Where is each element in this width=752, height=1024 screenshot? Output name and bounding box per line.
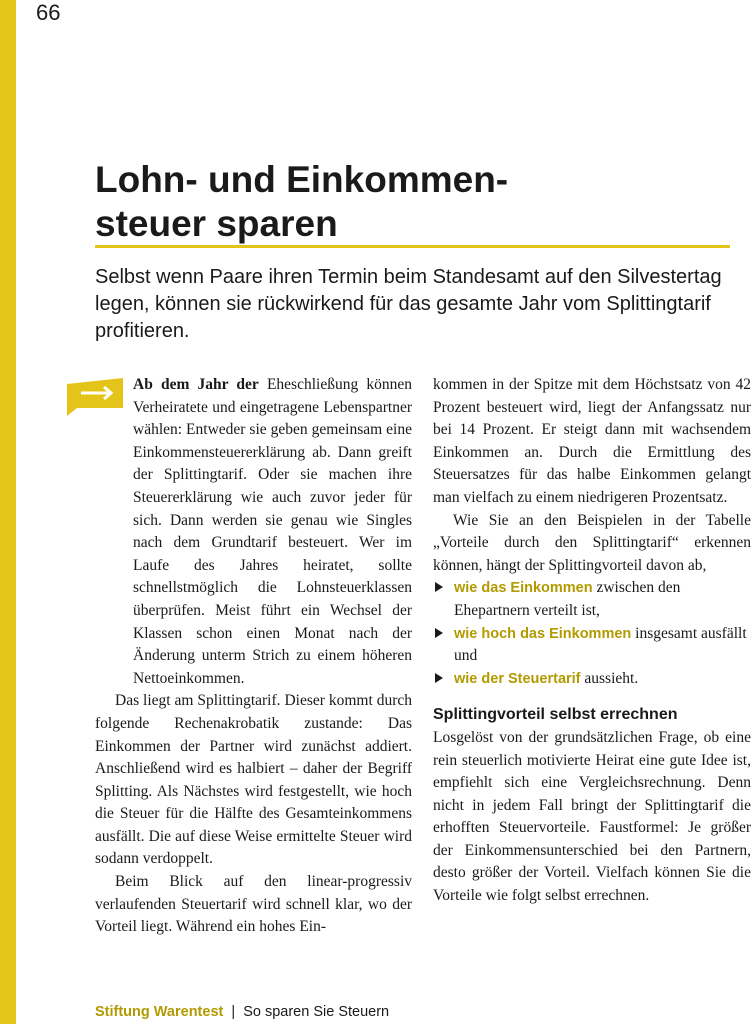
paragraph-1-text: Eheschließung können Verheiratete und eingetragene Lebenspartner wählen: Entweder sie geben gemeinsam eine Einkommensteuererklärung ab. Dann greift der Splittingtarif. Oder sie machen ihre Steuererklärung wie auch zuvor jeder für sich. Dann werden sie genau wie Singles nach dem Grundtarif besteuert. Wer im Laufe des Jahres heiratet, sollte schnellstmöglich die Lohnsteuerklassen überprüfen. Meist führt ein Wechsel der Klassen schon einen Monat nach der Änderung unterm Strich zu einem höheren Nettoeinkommen. (133, 376, 412, 687)
list-item (433, 623, 751, 668)
paragraph-1 (95, 374, 412, 690)
paragraph-5: Wie Sie an den Beispielen in der Tabelle „Vorteile durch den Splittingtarif“ erkennen können, hängt der Splittingvorteil davon ab, (433, 511, 751, 574)
title-line-1: Lohn- und Einkommen- (95, 159, 509, 200)
list-item-text: insgesamt ausfällt und (454, 624, 747, 665)
paragraph-3: Beim Blick auf den linear-progressiv verlaufenden Steuertarif wird schnell klar, wo der Vorteil liegt. Während ein hohes Ein- (95, 873, 412, 936)
bullet-triangle-icon (435, 628, 443, 638)
column-left (95, 374, 412, 939)
list-item-highlight: wie hoch das Einkommen (454, 625, 632, 642)
paragraph-1-lead-in: Ab dem Jahr der (133, 376, 259, 393)
paragraph-6: Losgelöst von der grundsätzlichen Frage, ob eine rein steuerlich motivierte Heirat eine gute Idee ist, empfiehlt sich eine Vergleichsrechnung. Denn nicht in jedem Fall bringt der Splittingtarif die erhofften Steuervorteile. Faustformel: Je größer der Einkommensunterschied bei den Partnern, desto größer der Vorteil. Vielfach können Sie die Vorteile wie folgt selbst errechnen. (433, 728, 751, 905)
page-footer (95, 1004, 389, 1020)
lead-paragraph: Selbst wenn Paare ihren Termin beim Standesamt auf den Silvestertag legen, können sie rückwirkend für das gesamte Jahr vom Splittingtarif profitieren. (95, 266, 722, 342)
section-heading: Splittingvorteil selbst errechnen (433, 706, 678, 724)
column-right (433, 374, 751, 908)
paragraph-4: kommen in der Spitze mit dem Höchstsatz von 42 Prozent besteuert wird, liegt der Anfangssatz nur bei 14 Prozent. Er steigt dann mit wachsendem Einkommen an. Durch die Ermittlung des Steuersatzes für das halbe Einkommen gelangt man vielfach zu einem niedrigeren Prozentsatz. (433, 376, 751, 506)
list-item (433, 577, 751, 622)
bullet-triangle-icon (435, 673, 443, 683)
footer-brand: Stiftung Warentest (95, 1004, 224, 1020)
list-item (433, 668, 751, 691)
bullet-triangle-icon (435, 582, 443, 592)
paragraph-2: Das liegt am Splittingtarif. Dieser kommt durch folgende Rechenakrobatik zustande: Das Einkommen der Partner wird zunächst addiert. Anschließend wird es halbiert – daher der Begriff Splitting. Als Nächstes wird festgestellt, wie hoch die Steuer für die Hälfte des Gesamteinkommens ausfällt. Die auf diese Weise ermittelte Steuer wird sodann verdoppelt. (95, 692, 412, 868)
page-number: 66 (36, 0, 61, 25)
title-line-2: steuer sparen (95, 203, 338, 244)
list-item-highlight: wie der Steuertarif (454, 670, 581, 687)
list-item-text: zwischen den Ehepartnern verteilt ist, (454, 579, 681, 619)
title-rule (95, 245, 730, 248)
footer-book-title: So sparen Sie Steuern (243, 1004, 390, 1020)
yellow-sidebar-bar (0, 0, 16, 1024)
list-item-text: aussieht. (580, 669, 639, 687)
page-title (95, 158, 508, 246)
list-item-highlight: wie das Einkommen (454, 580, 593, 597)
footer-separator: | (231, 1004, 236, 1020)
